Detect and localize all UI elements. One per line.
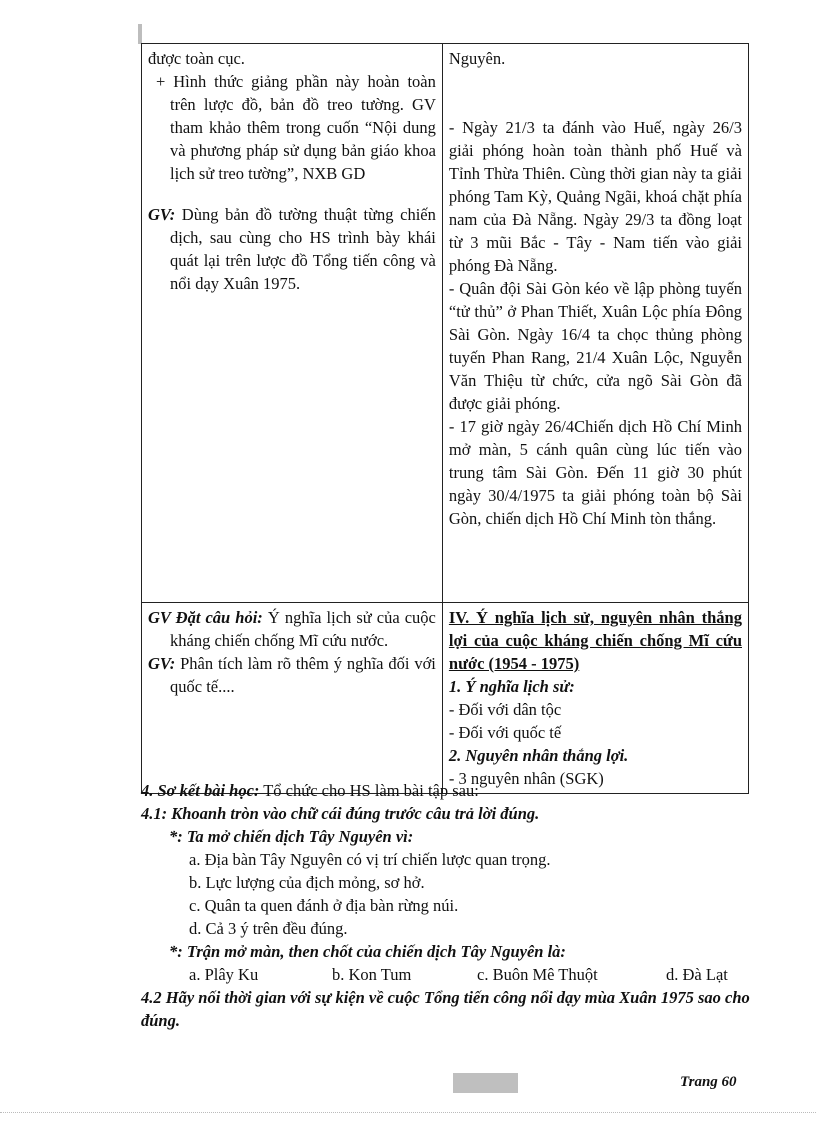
content-para: - Ngày 21/3 ta đánh vào Huế, ngày 26/3 giải phóng hoàn toàn thành phố Huế và Tỉnh Thừa Thiên. Cùng thời gian này ta giải phóng Tam Kỳ, Quảng Ngãi, khoá chặt phía nam của Đà Nẵng. Ngày 29/3 ta đồng loạt từ 3 mũi Bắc - Tây - Nam tiến vào giải phóng Đà Nẵng. [448, 118, 742, 275]
exercise-1-title: 4.1: Khoanh tròn vào chữ cái đúng trước câu trả lời đúng. [141, 804, 540, 823]
lesson-table [141, 43, 749, 794]
answer-option: b. Kon Tum [332, 965, 412, 984]
subheading-significance: 1. Ý nghĩa lịch sử: [448, 677, 575, 696]
gv-label: GV: [148, 654, 176, 673]
section-heading: IV. Ý nghĩa lịch sử, nguyên nhân thắng lợi của cuộc kháng chiến chống Mĩ cứu nước (1954 - 1975) [448, 608, 742, 673]
corner-mark [138, 24, 142, 44]
teacher-activity-cell [142, 44, 443, 603]
gv-instruction-text: Dùng bản đồ tường thuật từng chiến dịch, sau cùng cho HS trình bày khái quát lại trên lược đồ Tổng tiến công và nổi dạy Xuân 1975. [170, 205, 436, 293]
answer-option: c. Quân ta quen đánh ở địa bàn rừng núi. [189, 896, 459, 915]
answer-option: b. Lực lượng của địch mỏng, sơ hở. [189, 873, 425, 892]
answer-option: a. Plây Ku [189, 965, 259, 984]
page-bottom-border [0, 1112, 816, 1113]
subheading-causes: 2. Nguyên nhân thắng lợi. [448, 746, 629, 765]
teacher-activity-cell [142, 603, 443, 794]
page-number: Trang 60 [680, 1074, 737, 1090]
list-item: - Đối với quốc tế [448, 723, 562, 742]
gv-question-text: Ý nghĩa lịch sử của cuộc kháng chiến chống Mĩ cứu nước. [170, 608, 436, 650]
gv-question [148, 606, 436, 652]
table-row [142, 603, 749, 794]
question-2: *: Trận mở màn, then chốt của chiến dịch Tây Nguyên là: [169, 942, 566, 961]
summary-line [141, 779, 781, 802]
gv-analysis [148, 652, 436, 698]
answer-option: d. Đà Lạt [666, 965, 728, 984]
content-cell [442, 603, 748, 794]
answer-options-row [141, 963, 781, 986]
method-note: + Hình thức giảng phần này hoàn toàn trên lược đồ, bản đồ treo tường. GV tham khảo thêm trong cuốn “Nội dung và phương pháp sử dụng bản giáo khoa lịch sử treo tường”, NXB GD [156, 72, 436, 183]
gv-question-label: GV Đặt câu hỏi: [148, 608, 263, 627]
content-para: - Quân đội Sài Gòn kéo về lập phòng tuyến “tử thủ” ở Phan Thiết, Xuân Lộc phía Đông Sài Gòn. Ngày 16/4 ta chọc thủng phòng tuyến Phan Rang, 21/4 Xuân Lộc, Nguyễn Văn Thiệu từ chức, cửa ngõ Sài Gòn đã được giải phóng. [448, 279, 742, 413]
list-item: - 3 nguyên nhân (SGK) [448, 769, 604, 788]
content-para: Nguyên. [448, 49, 506, 68]
summary-label: 4. Sơ kết bài học: [141, 781, 260, 800]
content-para: - 17 giờ ngày 26/4Chiến dịch Hồ Chí Minh mở màn, 5 cánh quân cùng lúc tiến vào trung tâm Sài Gòn. Đến 11 giờ 30 phút ngày 30/4/1975 ta giải phóng toàn bộ Sài Gòn, chiến dịch Hồ Chí Minh tòn thắng. [448, 417, 742, 528]
table-row [142, 44, 749, 603]
footer-decoration [453, 1073, 518, 1093]
answer-option: d. Cả 3 ý trên đều đúng. [189, 919, 348, 938]
summary-text: Tổ chức cho HS làm bài tập sau: [259, 781, 479, 800]
content-cell [442, 44, 748, 603]
question-1: *: Ta mở chiến dịch Tây Nguyên vì: [169, 827, 414, 846]
exercise-section [141, 779, 781, 1032]
answer-option: a. Địa bàn Tây Nguyên có vị trí chiến lược quan trọng. [189, 850, 551, 869]
continued-text: được toàn cục. [148, 49, 245, 68]
gv-instruction [148, 203, 436, 295]
list-item: - Đối với dân tộc [448, 700, 562, 719]
answer-option: c. Buôn Mê Thuột [477, 965, 598, 984]
gv-label: GV: [148, 205, 176, 224]
exercise-2-title: 4.2 Hãy nối thời gian với sự kiện về cuộc Tổng tiến công nổi dạy mùa Xuân 1975 sao cho đúng. [141, 988, 750, 1030]
gv-analysis-text: Phân tích làm rõ thêm ý nghĩa đối với quốc tế.... [170, 654, 436, 696]
